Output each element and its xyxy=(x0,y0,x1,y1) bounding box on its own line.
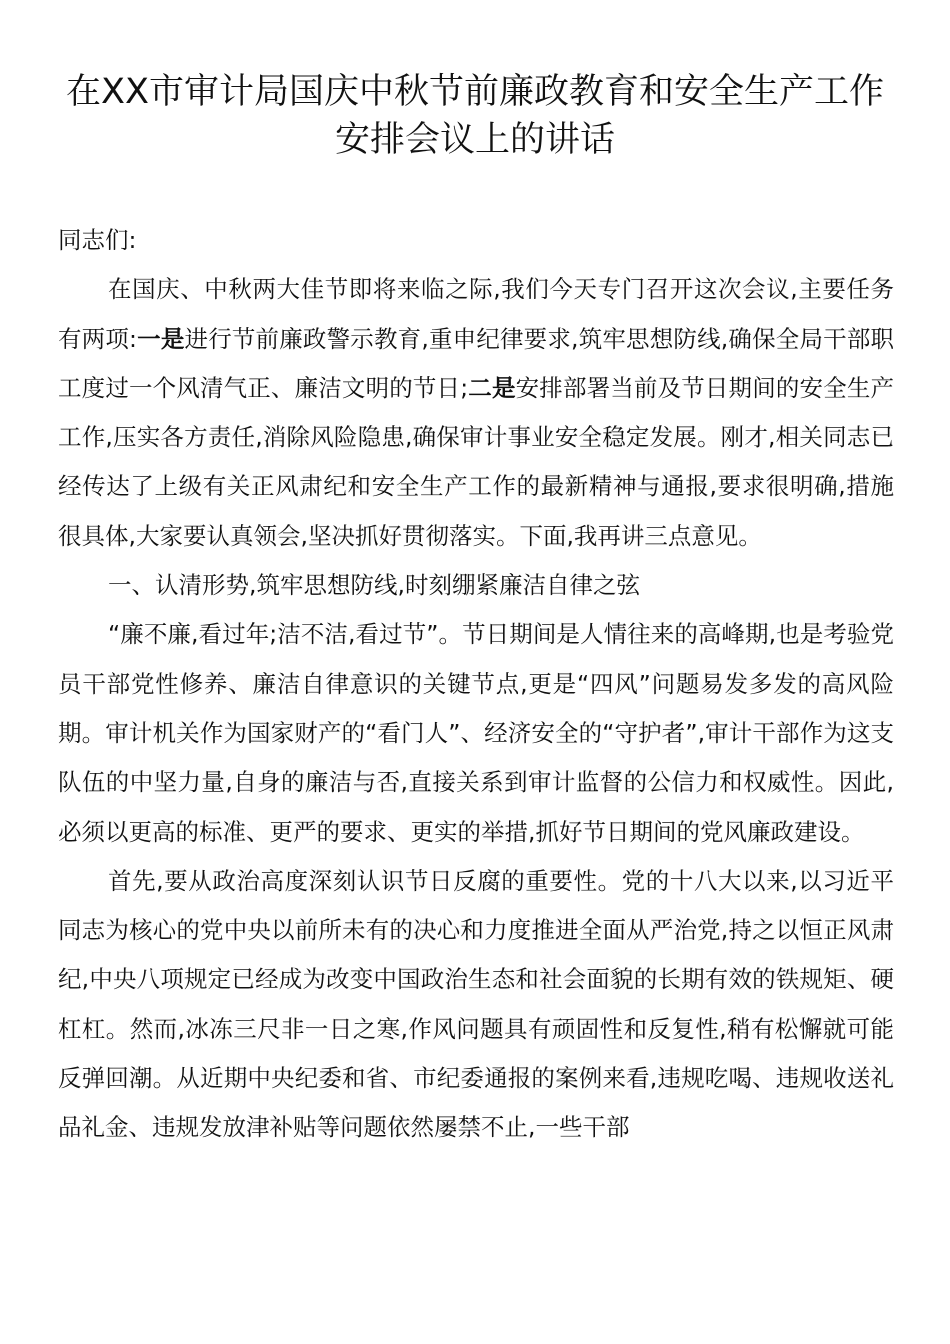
document-title-line-2: 安排会议上的讲话 xyxy=(334,120,615,160)
paragraph-1-part-a: 在国庆、中秋两大佳节即将来临之际,我们今天专门召开这次会议,主要任务有两项: xyxy=(58,275,894,353)
paragraph-1-part-e: 安排部署当前及节日期间的安全生产工作,压实各方责任,消除风险隐患,确保审计事业安全稳定发展。刚才,相关同志已经传达了上级有关正风肃纪和安全生产工作的最新精神与通报,要求很明确,措施很具体,大家要认真领会,坚决抓好贯彻落实。下面,我再讲三点意见。 xyxy=(58,373,895,550)
paragraph-2: “廉不廉,看过年;洁不洁,看过节”。节日期间是人情往来的高峰期,也是考验党员干部党性修养、廉洁自律意识的关键节点,更是“四风”问题易发多发的高风险期。审计机关作为国家财产的“看门人”、经济安全的“守护者”,审计干部作为这支队伍的中坚力量,自身的廉洁与否,直接关系到审计监督的公信力和权威性。因此,必须以更高的标准、更严的要求、更实的举措,抓好节日期间的党风廉政建设。 xyxy=(58,620,894,846)
salutation: 同志们: xyxy=(58,226,137,254)
emphasis-second-item: 二是 xyxy=(468,373,516,402)
emphasis-first-item: 一是 xyxy=(136,324,185,353)
paragraph-1 xyxy=(58,265,894,561)
paragraph-3: 首先,要从政治高度深刻认识节日反腐的重要性。党的十八大以来,以习近平同志为核心的党中央以前所未有的决心和力度推进全面从严治党,持之以恒正风肃纪,中央八项规定已经成为改变中国政治生态和社会面貌的长期有效的铁规矩、硬杠杠。然而,冰冻三尺非一日之寒,作风问题具有顽固性和反复性,稍有松懈就可能反弹回潮。从近期中央纪委和省、市纪委通报的案例来看,违规吃喝、违规收送礼品礼金、违规发放津补贴等问题依然屡禁不止,一些干部 xyxy=(58,866,894,1142)
section-heading-1: 一、认清形势,筑牢思想防线,时刻绷紧廉洁自律之弦 xyxy=(108,571,640,600)
paragraph-1-part-c: 进行节前廉政警示教育,重申纪律要求,筑牢思想防线,确保全局干部职工度过一个风清气正、廉洁文明的节日; xyxy=(58,324,895,402)
document-body xyxy=(58,216,894,1153)
document-title-line-1: 在XX市审计局国庆中秋节前廉政教育和安全生产工作 xyxy=(66,72,884,112)
